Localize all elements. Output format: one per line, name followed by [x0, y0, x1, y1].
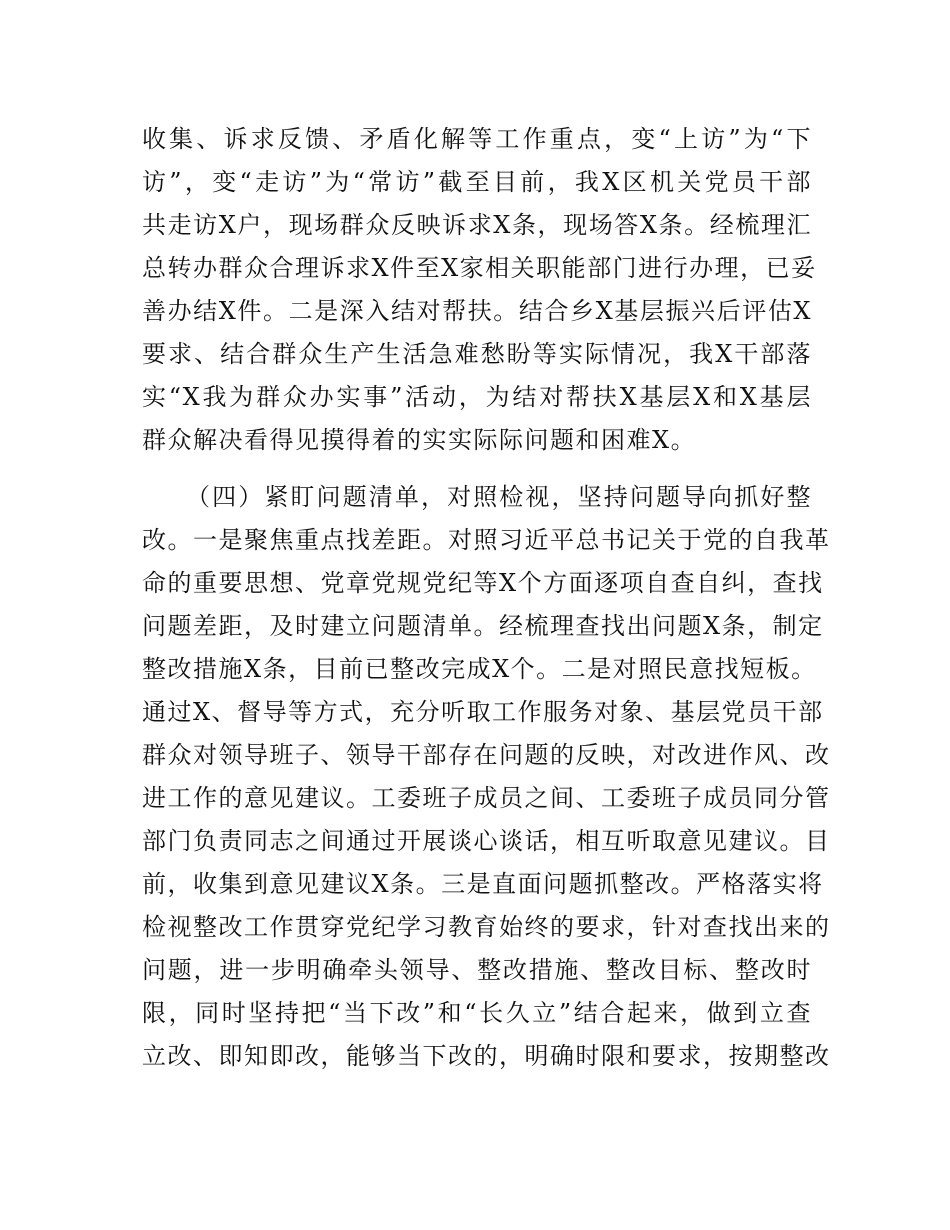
paragraph-line: 访”，变“走访”为“常访”截至目前，我X区机关党员干部: [142, 168, 812, 196]
paragraph-line: 善办结X件。二是深入结对帮扶。结合乡X基层振兴后评估X: [142, 297, 812, 325]
paragraph-line: 进工作的意见建议。工委班子成员之间、工委班子成员同分管: [142, 784, 831, 812]
paragraph-line: 前，收集到意见建议X条。三是直面问题抓整改。严格落实将: [142, 870, 824, 898]
paragraph-line: 立改、即知即改，能够当下改的，明确时限和要求，按期整改: [142, 1042, 831, 1070]
paragraph-line: 通过X、督导等方式，充分听取工作服务对象、基层党员干部: [142, 698, 824, 726]
paragraph-1: [142, 118, 817, 462]
paragraph-line: 部门负责同志之间通过开展谈心谈话，相互听取意见建议。目: [142, 827, 831, 855]
paragraph-line: 实“X我为群众办实事”活动，为结对帮扶X基层X和X基层: [142, 383, 812, 411]
paragraph-2: [142, 476, 831, 1078]
paragraph-line: 检视整改工作贯穿党纪学习教育始终的要求，针对查找出来的: [142, 913, 831, 941]
paragraph-line: 整改措施X条，目前已整改完成X个。二是对照民意找短板。: [142, 655, 817, 683]
paragraph-line: 共走访X户，现场群众反映诉求X条，现场答X条。经梳理汇: [142, 211, 812, 239]
paragraph-line: 问题差距，及时建立问题清单。经梳理查找出问题X条，制定: [142, 612, 824, 640]
paragraph-line: 改。一是聚焦重点找差距。对照习近平总书记关于党的自我革: [142, 526, 831, 554]
paragraph-line: 总转办群众合理诉求X件至X家相关职能部门进行办理，已妥: [142, 254, 817, 282]
section-heading-line: （四）紧盯问题清单，对照检视，坚持问题导向抓好整: [186, 483, 812, 511]
paragraph-line: 要求、结合群众生产生活急难愁盼等实际情况，我X干部落: [142, 340, 812, 368]
paragraph-line: 问题，进一步明确牵头领导、整改措施、整改目标、整改时: [142, 956, 812, 984]
paragraph-line: 收集、诉求反馈、矛盾化解等工作重点，变“上访”为“下: [142, 125, 812, 153]
paragraph-line: 命的重要思想、党章党规党纪等X个方面逐项自查自纠，查找: [142, 569, 824, 597]
paragraph-line: 限，同时坚持把“当下改”和“长久立”结合起来，做到立查: [142, 999, 812, 1027]
paragraph-line: 群众对领导班子、领导干部存在问题的反映，对改进作风、改: [142, 741, 831, 769]
paragraph-line: 群众解决看得见摸得着的实实际际问题和困难X。: [142, 426, 697, 454]
